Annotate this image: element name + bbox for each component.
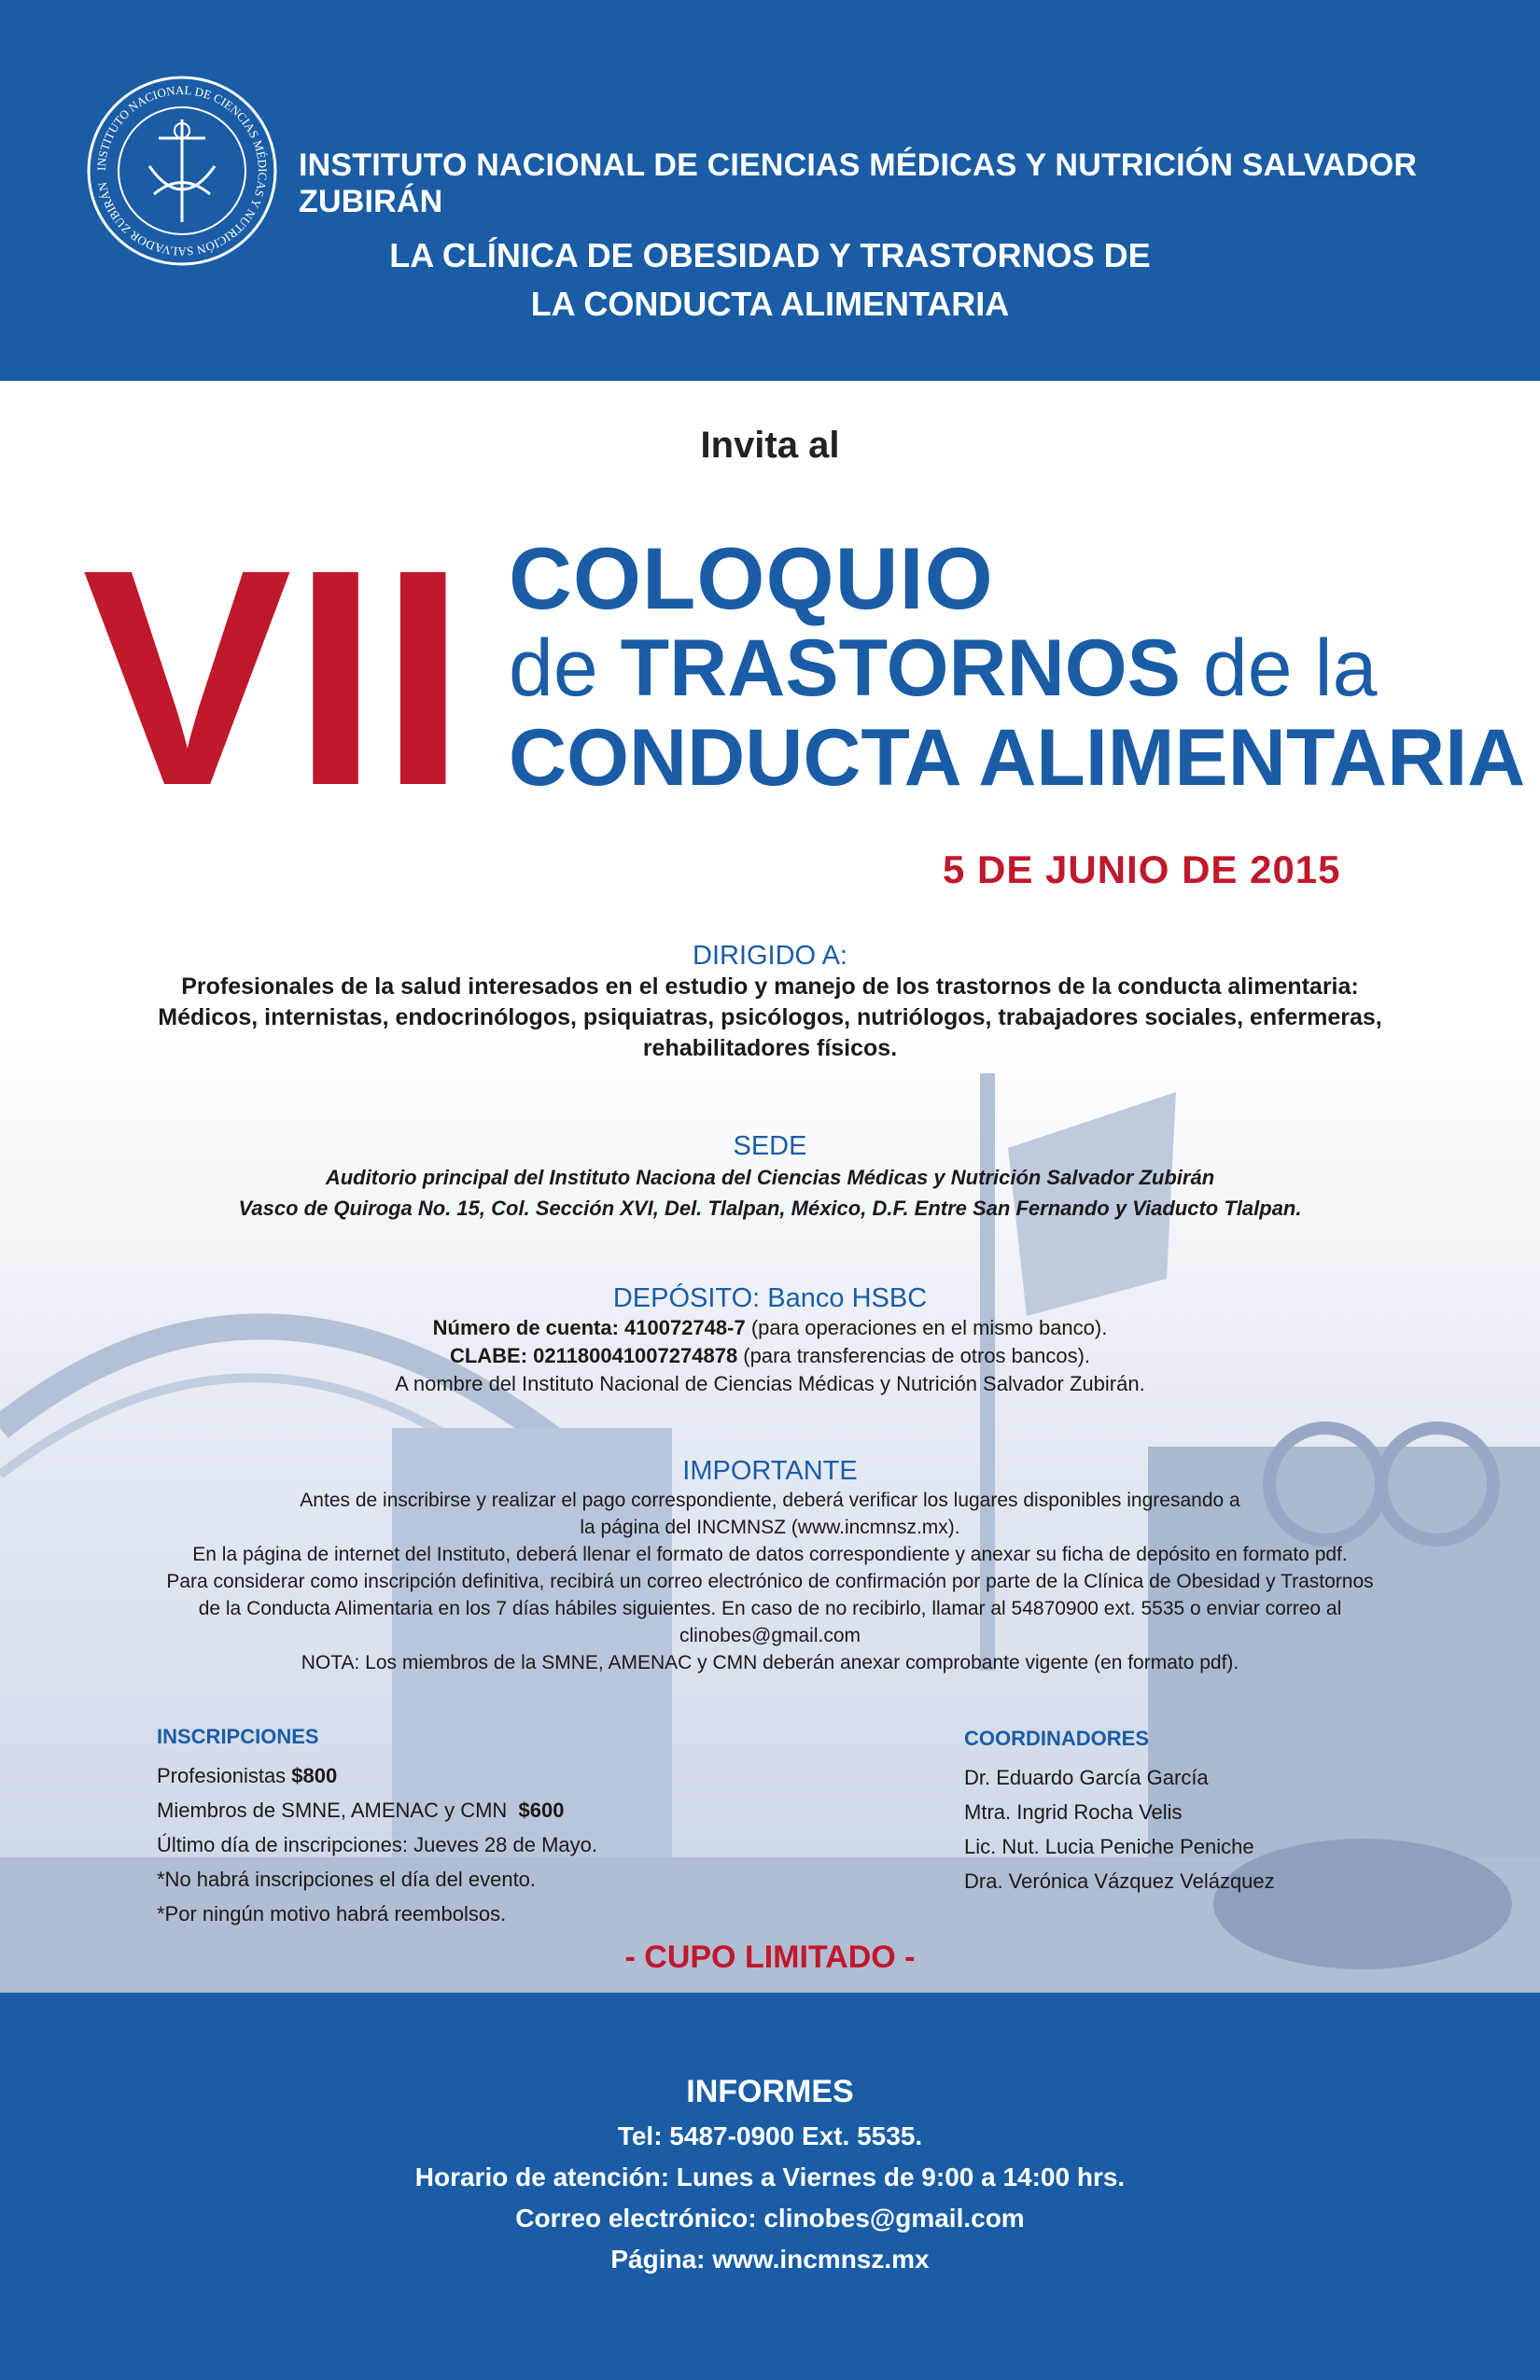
price-profesionistas-label: Profesionistas (157, 1764, 292, 1787)
coordinador-name: Mtra. Ingrid Rocha Velis (964, 1800, 1183, 1824)
institute-name: INSTITUTO NACIONAL DE CIENCIAS MÉDICAS Y NUTRICIÓN SALVADOR ZUBIRÁN (299, 147, 1418, 219)
sede-line1: Auditorio principal del Instituto Naciona del Ciencias Médicas y Nutrición Salvador Zubirán (325, 1166, 1215, 1189)
sede-line2: Vasco de Quiroga No. 15, Col. Sección XVI, Del. Tlalpan, México, D.F. Entre San Fernando y Viaducto Tlalpan. (238, 1197, 1302, 1220)
svg-text:INSTITUTO NACIONAL DE CIENCIAS: INSTITUTO NACIONAL DE CIENCIAS MÉDICAS Y NUTRICIÓN SALVADOR ZUBIRÁN (93, 82, 271, 259)
deposito-cuenta-label: Número de cuenta: 410072748-7 (432, 1316, 746, 1339)
inscripciones-title: INSCRIPCIONES (157, 1725, 319, 1748)
coordinador-name: Dra. Verónica Vázquez Velázquez (964, 1869, 1275, 1893)
event-title-trastornos: TRASTORNOS (620, 623, 1182, 713)
coordinador-name: Dr. Eduardo García García (964, 1766, 1209, 1789)
event-date: 5 DE JUNIO DE 2015 (943, 847, 1341, 891)
deposito-cuenta (0, 1314, 1540, 1342)
informes-pagina: Página: www.incmnsz.mx (610, 2245, 930, 2274)
importante-line: la página del INCMNSZ (www.incmnsz.mx). (580, 1517, 960, 1538)
deposito-title: DEPÓSITO: Banco HSBC (612, 1283, 928, 1313)
price-profesionistas (157, 1758, 597, 1793)
coordinador-name: Lic. Nut. Lucia Peniche Peniche (964, 1835, 1254, 1858)
price-miembros (157, 1793, 597, 1827)
informes-tel: Tel: 5487-0900 Ext. 5535. (617, 2121, 923, 2150)
ultimo-dia: Último día de inscripciones: Jueves 28 de Mayo. (157, 1833, 598, 1856)
importante-line: clinobes@gmail.com (679, 1625, 861, 1646)
importante-line: En la página de internet del Instituto, deberá llenar el formato de datos correspondiente y anexar su ficha de depósito en formato pdf. (192, 1544, 1348, 1565)
event-title-line2 (509, 623, 1526, 713)
deposito-clabe-note: (para transferencias de otros bancos). (737, 1344, 1091, 1367)
coordinadores-title: COORDINADORES (964, 1727, 1150, 1750)
dirigido-line3: rehabilitadores físicos. (642, 1035, 898, 1061)
importante-title: IMPORTANTE (682, 1456, 858, 1486)
dirigido-line1: Profesionales de la salud interesados en el estudio y manejo de los trastornos de la conducta alimentaria: (181, 973, 1359, 1000)
dirigido-section (0, 941, 1540, 1064)
inscripciones-section (157, 1725, 597, 1931)
deposito-clabe (0, 1342, 1540, 1370)
informes-section (0, 2067, 1540, 2280)
price-profesionistas-value: $800 (291, 1764, 338, 1787)
price-miembros-value: $600 (518, 1799, 565, 1822)
importante-line: Antes de inscribirse y realizar el pago correspondiente, deberá verificar los lugares disponibles ingresando a (300, 1490, 1240, 1511)
coordinadores-section (964, 1727, 1275, 1898)
informes-title: INFORMES (686, 2074, 854, 2109)
event-title-de-la: de la (1181, 623, 1378, 713)
dirigido-title: DIRIGIDO A: (693, 941, 847, 971)
price-miembros-label: Miembros de SMNE, AMENAC y CMN (157, 1799, 519, 1822)
svg-text:VII: VII (82, 505, 467, 803)
event-title-line1: COLOQUIO (509, 529, 994, 627)
clinic-name-line1: LA CLÍNICA DE OBESIDAD Y TRASTORNOS DE (389, 236, 1151, 274)
sede-title: SEDE (733, 1131, 807, 1161)
importante-line: de la Conducta Alimentaria en los 7 días hábiles siguientes. En caso de no recibirlo, llamar al 54870900 ext. 5535 o enviar correo al (198, 1598, 1342, 1619)
event-title-line3: CONDUCTA ALIMENTARIA (509, 713, 1526, 803)
deposito-nombre: A nombre del Instituto Nacional de Ciencias Médicas y Nutrición Salvador Zubirán. (395, 1372, 1145, 1395)
nota-no-inscripciones: *No habrá inscripciones el día del evento. (157, 1868, 537, 1891)
dirigido-line2: Médicos, internistas, endocrinólogos, psiquiatras, psicólogos, nutriólogos, trabajadores sociales, enfermeras, (158, 1004, 1382, 1030)
informes-correo: Correo electrónico: clinobes@gmail.com (515, 2204, 1025, 2233)
invitation-text: Invita al (700, 425, 840, 466)
informes-horario: Horario de atención: Lunes a Viernes de 9:00 a 14:00 hrs. (414, 2163, 1126, 2191)
deposito-cuenta-note: (para operaciones en el mismo banco). (745, 1316, 1108, 1339)
importante-line: Para considerar como inscripción definitiva, recibirá un correo electrónico de confirmación por parte de la Clínica de Obesidad y Trastornos (166, 1571, 1374, 1592)
importante-note: NOTA: Los miembros de la SMNE, AMENAC y CMN deberán anexar comprobante vigente (en formato pdf). (301, 1652, 1239, 1673)
clinic-name-line2: LA CONDUCTA ALIMENTARIA (530, 285, 1010, 323)
importante-section (0, 1456, 1540, 1676)
deposito-clabe-label: CLABE: 021180041007274878 (449, 1344, 738, 1367)
sede-section (0, 1131, 1540, 1224)
nota-no-reembolsos: *Por ningún motivo habrá reembolsos. (157, 1902, 507, 1925)
event-title-de: de (509, 623, 621, 713)
deposito-section (0, 1283, 1540, 1398)
cupo-limitado: - CUPO LIMITADO - (624, 1939, 916, 1975)
event-title (509, 529, 1526, 803)
clinic-name (0, 231, 1540, 329)
roman-numeral-seven (82, 504, 493, 803)
